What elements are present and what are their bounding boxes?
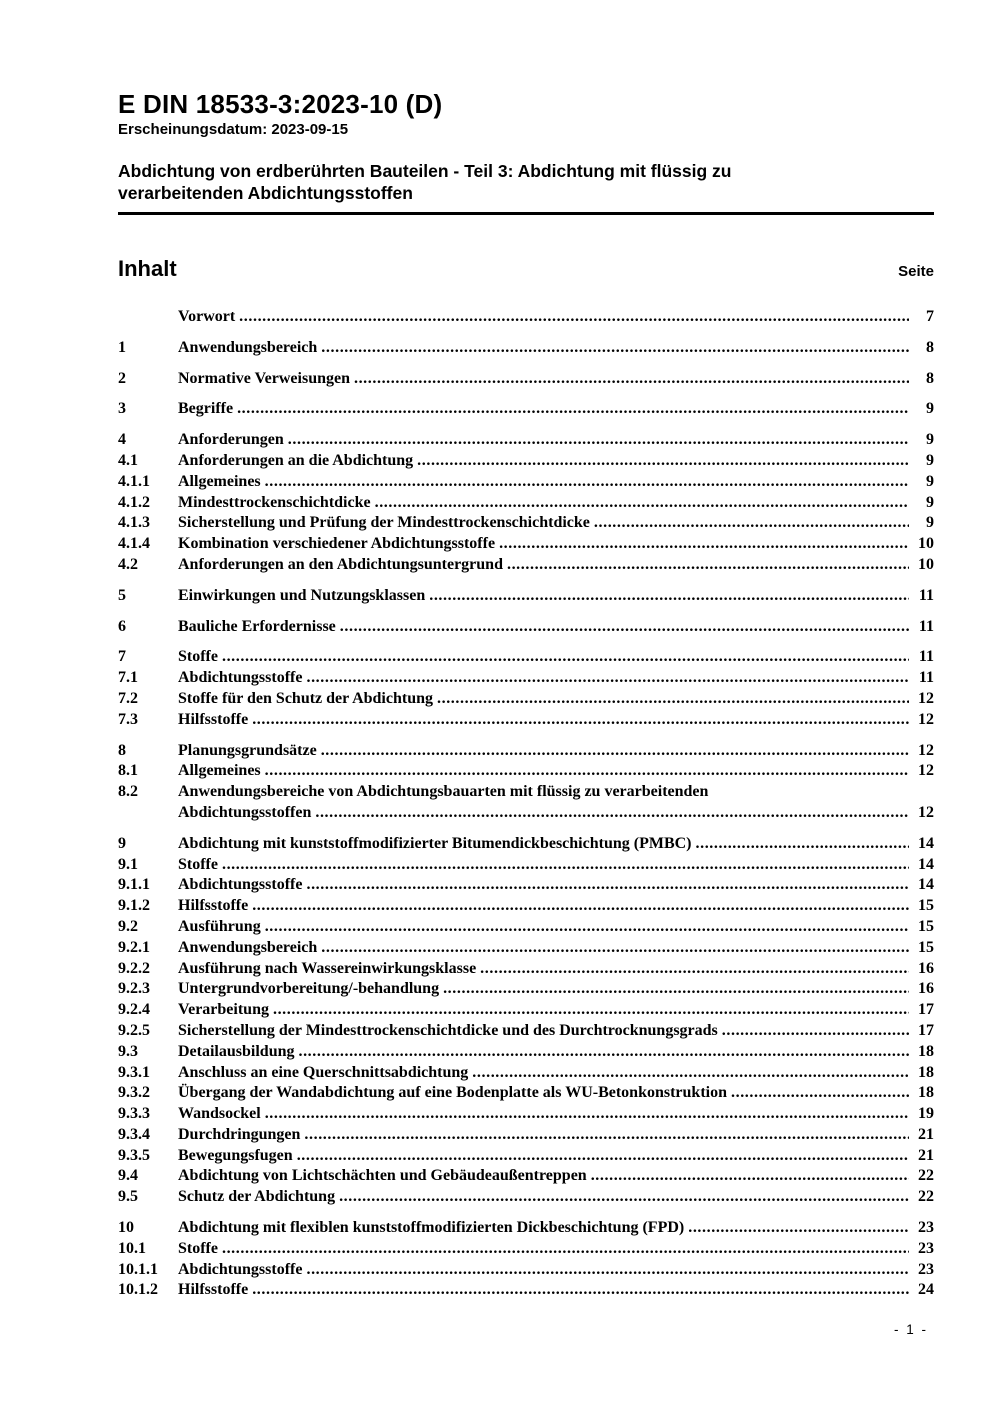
page-number: - 1 - xyxy=(893,1322,928,1337)
dot-leader xyxy=(321,741,909,762)
toc-entry-page: 18 xyxy=(918,1084,934,1102)
dot-leader xyxy=(298,1042,909,1063)
toc-entry xyxy=(118,938,934,959)
toc-entry-title: Ausführung xyxy=(178,917,261,935)
toc-entry xyxy=(118,399,934,420)
toc-entry-title: Anwendungsbereich xyxy=(178,338,318,356)
toc-entry-page: 15 xyxy=(918,897,934,915)
toc-entry-page: 10 xyxy=(918,555,934,573)
toc-entry xyxy=(118,1063,934,1084)
toc-entry xyxy=(118,1104,934,1125)
document-title-block xyxy=(118,160,934,215)
toc-entry-title: Sicherstellung und Prüfung der Mindesttrockenschichtdicke xyxy=(178,514,590,532)
dot-leader xyxy=(499,534,909,555)
toc-entry-page: 21 xyxy=(918,1125,934,1143)
toc-entry xyxy=(118,1021,934,1042)
toc-entry-number: 9.3.5 xyxy=(118,1146,150,1164)
dot-leader xyxy=(340,617,909,638)
toc-entry-title: Bewegungsfugen xyxy=(178,1146,293,1164)
toc-entry-number: 3 xyxy=(118,400,126,418)
dot-leader xyxy=(306,1260,909,1281)
toc-entry-number: 9.3.2 xyxy=(118,1084,150,1102)
toc-entry-page: 22 xyxy=(918,1188,934,1206)
toc-entry-title: Schutz der Abdichtung xyxy=(178,1188,336,1206)
dot-leader xyxy=(594,513,909,534)
toc-entry-page: 19 xyxy=(918,1105,934,1123)
toc-entry xyxy=(118,513,934,534)
toc-entry-page: 16 xyxy=(918,959,934,977)
toc-entry-number: 9.4 xyxy=(118,1167,138,1185)
toc-heading: Inhalt xyxy=(118,256,177,281)
toc-entry-page: 9 xyxy=(926,400,934,418)
table-of-contents xyxy=(118,307,934,1301)
toc-entry-page: 11 xyxy=(918,669,934,687)
dot-leader xyxy=(265,917,909,938)
dot-leader xyxy=(696,834,910,855)
toc-entry-page: 18 xyxy=(918,1063,934,1081)
toc-entry-title: Abdichtungsstoffe xyxy=(178,1260,303,1278)
toc-entry-page: 23 xyxy=(918,1260,934,1278)
toc-entry xyxy=(118,369,934,390)
toc-entry-title: Hilfsstoffe xyxy=(178,1281,249,1299)
toc-entry-number: 4.1.3 xyxy=(118,514,150,532)
toc-entry xyxy=(118,689,934,710)
toc-entry xyxy=(118,1166,934,1187)
toc-entry-page: 7 xyxy=(926,308,934,325)
dot-leader xyxy=(339,1187,909,1208)
toc-entry-title: Einwirkungen und Nutzungsklassen xyxy=(178,586,426,604)
toc-entry xyxy=(118,472,934,493)
toc-entry-page: 11 xyxy=(918,648,934,666)
toc-entry-number: 7.1 xyxy=(118,669,138,687)
toc-entry-number: 4.1.1 xyxy=(118,472,150,490)
toc-entry-number: 9.3.1 xyxy=(118,1063,150,1081)
toc-entry-page: 14 xyxy=(918,834,934,852)
toc-entry-page: 12 xyxy=(918,762,934,780)
toc-entry-title: Untergrundvorbereitung/-behandlung xyxy=(178,980,440,998)
toc-entry-page: 12 xyxy=(918,803,934,821)
dot-leader xyxy=(375,493,909,514)
toc-entry-number: 4.1.4 xyxy=(118,535,150,553)
dot-leader xyxy=(731,1083,909,1104)
toc-entry xyxy=(118,555,934,576)
toc-entry-title: Anforderungen xyxy=(178,431,284,449)
toc-entry-title: Normative Verweisungen xyxy=(178,369,350,387)
toc-entry-title: Verarbeitung xyxy=(178,1001,269,1019)
dot-leader xyxy=(507,555,909,576)
document-code: E DIN 18533-3:2023-10 (D) xyxy=(118,89,443,119)
toc-entry-page: 12 xyxy=(918,710,934,728)
toc-entry-title: Abdichtungsstoffen xyxy=(178,803,312,821)
toc-entry-title: Vorwort xyxy=(178,308,236,325)
toc-entry-page: 11 xyxy=(918,617,934,635)
toc-entry xyxy=(118,875,934,896)
toc-entry xyxy=(118,1125,934,1146)
toc-entry-number: 8 xyxy=(118,741,126,759)
toc-entry-title: Mindesttrockenschichtdicke xyxy=(178,493,371,511)
dot-leader xyxy=(443,979,909,1000)
toc-entry-number: 8.2 xyxy=(118,783,138,801)
toc-entry-number: 9.2.1 xyxy=(118,938,150,956)
toc-entry-number: 7.2 xyxy=(118,689,138,707)
toc-entry-title: Hilfsstoffe xyxy=(178,710,249,728)
toc-entry-page: 12 xyxy=(918,689,934,707)
toc-entry-title: Abdichtung mit flexiblen kunststoffmodifizierten Dickbeschichtung (FPD) xyxy=(178,1219,685,1237)
toc-entry-title: Ausführung nach Wassereinwirkungsklasse xyxy=(178,959,477,977)
dot-leader xyxy=(354,369,909,390)
dot-leader xyxy=(480,959,909,980)
toc-entry-title: Anwendungsbereich xyxy=(178,938,318,956)
toc-entry-number: 9.3 xyxy=(118,1042,138,1060)
dot-leader xyxy=(288,430,909,451)
toc-entry-title: Planungsgrundsätze xyxy=(178,741,317,759)
toc-entry-title: Wandsockel xyxy=(178,1105,261,1123)
toc-entry xyxy=(118,338,934,359)
toc-entry-page: 8 xyxy=(926,369,934,387)
toc-entry xyxy=(118,430,934,451)
page-content xyxy=(118,90,934,1301)
toc-entry-page: 9 xyxy=(926,431,934,449)
toc-entry xyxy=(118,1042,934,1063)
toc-entry-title: Durchdringungen xyxy=(178,1125,301,1143)
toc-entry-number: 9.1.2 xyxy=(118,897,150,915)
dot-leader xyxy=(429,586,909,607)
toc-entry-number: 10.1.1 xyxy=(118,1260,158,1278)
toc-entry xyxy=(118,741,934,762)
dot-leader xyxy=(252,1280,909,1301)
toc-entry-page: 9 xyxy=(926,493,934,511)
toc-entry-page: 21 xyxy=(918,1146,934,1164)
dot-leader xyxy=(306,668,909,689)
toc-entry-number: 9.1.1 xyxy=(118,876,150,894)
toc-entry-page: 14 xyxy=(918,876,934,894)
toc-entry xyxy=(118,1146,934,1167)
toc-entry xyxy=(118,1280,934,1301)
toc-entry-title: Anschluss an eine Querschnittsabdichtung xyxy=(178,1063,469,1081)
toc-entry xyxy=(118,1000,934,1021)
toc-entry-page: 15 xyxy=(918,938,934,956)
dot-leader xyxy=(252,710,909,731)
toc-entry-number: 7 xyxy=(118,648,126,666)
dot-leader xyxy=(237,399,909,420)
toc-entry-number: 6 xyxy=(118,617,126,635)
dot-leader xyxy=(222,1239,909,1260)
toc-entry-page: 14 xyxy=(918,855,934,873)
toc-entry-title: Anforderungen an den Abdichtungsuntergrund xyxy=(178,555,503,573)
toc-entry xyxy=(118,307,934,328)
dot-leader xyxy=(321,338,909,359)
toc-entry-title: Bauliche Erfordernisse xyxy=(178,617,336,635)
toc-entry-number: 8.1 xyxy=(118,762,138,780)
toc-entry xyxy=(118,803,934,824)
toc-entry-title: Übergang der Wandabdichtung auf eine Bodenplatte als WU-Betonkonstruktion xyxy=(178,1084,727,1102)
toc-header-row xyxy=(118,256,934,282)
dot-leader xyxy=(306,875,909,896)
toc-entry-title: Stoffe xyxy=(178,855,218,873)
toc-entry xyxy=(118,782,934,803)
toc-entry-title: Abdichtung mit kunststoffmodifizierter Bitumendickbeschichtung (PMBC) xyxy=(178,834,692,852)
toc-entry-page: 9 xyxy=(926,472,934,490)
toc-entry-number: 9.5 xyxy=(118,1188,138,1206)
toc-entry xyxy=(118,917,934,938)
toc-entry-page: 23 xyxy=(918,1239,934,1257)
toc-entry xyxy=(118,451,934,472)
toc-entry xyxy=(118,761,934,782)
toc-entry-title: Abdichtungsstoffe xyxy=(178,876,303,894)
toc-entry-number: 9.3.4 xyxy=(118,1125,150,1143)
dot-leader xyxy=(239,307,909,328)
toc-entry xyxy=(118,979,934,1000)
toc-entry xyxy=(118,534,934,555)
toc-entry-number: 9.1 xyxy=(118,855,138,873)
toc-entry-number: 9 xyxy=(118,834,126,852)
toc-entry-number: 10.1.2 xyxy=(118,1281,158,1299)
toc-entry-number: 9.2.2 xyxy=(118,959,150,977)
dot-leader xyxy=(688,1218,909,1239)
toc-entry-title: Begriffe xyxy=(178,400,234,418)
toc-entry-number: 9.2.3 xyxy=(118,980,150,998)
toc-entry-page: 17 xyxy=(918,1001,934,1019)
dot-leader xyxy=(315,803,909,824)
dot-leader xyxy=(437,689,909,710)
toc-entry-number: 4.2 xyxy=(118,555,138,573)
dot-leader xyxy=(265,1104,909,1125)
toc-entry-title: Anwendungsbereiche von Abdichtungsbauarten mit flüssig zu verarbeitenden xyxy=(178,783,709,801)
toc-entry-page: 9 xyxy=(926,514,934,532)
toc-entry-number: 4 xyxy=(118,431,126,449)
toc-entry xyxy=(118,1083,934,1104)
toc-entry-number: 5 xyxy=(118,586,126,604)
toc-entry xyxy=(118,959,934,980)
toc-entry-title: Sicherstellung der Mindesttrockenschichtdicke und des Durchtrocknungsgrads xyxy=(178,1021,718,1039)
toc-entry-page: 22 xyxy=(918,1167,934,1185)
toc-entry xyxy=(118,647,934,668)
dot-leader xyxy=(321,938,909,959)
dot-leader xyxy=(265,472,909,493)
toc-entry xyxy=(118,668,934,689)
dot-leader xyxy=(273,1000,909,1021)
toc-entry-page: 16 xyxy=(918,980,934,998)
toc-entry-number: 9.3.3 xyxy=(118,1105,150,1123)
toc-entry xyxy=(118,1187,934,1208)
toc-entry-title: Abdichtung von Lichtschächten und Gebäudeaußentreppen xyxy=(178,1167,587,1185)
dot-leader xyxy=(222,855,909,876)
dot-leader xyxy=(265,761,909,782)
toc-entry-page: 8 xyxy=(926,338,934,356)
toc-entry-number: 9.2 xyxy=(118,917,138,935)
toc-entry-title: Allgemeines xyxy=(178,472,261,490)
dot-leader xyxy=(304,1125,909,1146)
publication-date: Erscheinungsdatum: 2023-09-15 xyxy=(118,121,349,138)
toc-entry-page: 18 xyxy=(918,1042,934,1060)
toc-entry-title: Abdichtungsstoffe xyxy=(178,669,303,687)
toc-entry-number: 1 xyxy=(118,338,126,356)
toc-entry-page: 23 xyxy=(918,1219,934,1237)
toc-entry xyxy=(118,1218,934,1239)
toc-entry-number: 9.2.5 xyxy=(118,1021,150,1039)
toc-entry-number: 10 xyxy=(118,1219,134,1237)
toc-entry-page: 10 xyxy=(918,535,934,553)
toc-entry xyxy=(118,855,934,876)
dot-leader xyxy=(297,1146,909,1167)
toc-entry-page: 12 xyxy=(918,741,934,759)
toc-entry xyxy=(118,1239,934,1260)
toc-entry-title: Stoffe xyxy=(178,1239,218,1257)
toc-entry-title: Detailausbildung xyxy=(178,1042,295,1060)
toc-entry xyxy=(118,586,934,607)
toc-entry-number: 4.1.2 xyxy=(118,493,150,511)
toc-entry xyxy=(118,1260,934,1281)
toc-entry-page: 11 xyxy=(918,586,934,604)
dot-leader xyxy=(252,896,909,917)
page-column-label: Seite xyxy=(898,263,934,280)
toc-entry-title: Allgemeines xyxy=(178,762,261,780)
toc-entry xyxy=(118,710,934,731)
toc-entry-number: 4.1 xyxy=(118,451,138,469)
toc-entry-title: Stoffe xyxy=(178,648,218,666)
toc-entry-number: 2 xyxy=(118,369,126,387)
toc-entry-page: 24 xyxy=(918,1281,934,1299)
toc-entry-page: 9 xyxy=(926,451,934,469)
toc-entry-page: 17 xyxy=(918,1021,934,1039)
toc-entry xyxy=(118,896,934,917)
toc-entry-title: Hilfsstoffe xyxy=(178,897,249,915)
toc-entry xyxy=(118,493,934,514)
dot-leader xyxy=(417,451,909,472)
dot-leader xyxy=(222,647,909,668)
toc-entry-title: Anforderungen an die Abdichtung xyxy=(178,451,414,469)
dot-leader xyxy=(591,1166,909,1187)
toc-entry-number: 10.1 xyxy=(118,1239,146,1257)
toc-entry-title: Kombination verschiedener Abdichtungsstoffe xyxy=(178,535,496,553)
dot-leader xyxy=(472,1063,909,1084)
toc-entry-title: Stoffe für den Schutz der Abdichtung xyxy=(178,689,433,707)
dot-leader xyxy=(722,1021,909,1042)
toc-entry xyxy=(118,834,934,855)
document-title: Abdichtung von erdberührten Bauteilen - Teil 3: Abdichtung mit flüssig zu verarbeitenden Abdichtungsstoffen xyxy=(118,161,732,203)
toc-entry-number: 7.3 xyxy=(118,710,138,728)
toc-entry-page: 15 xyxy=(918,917,934,935)
toc-entry xyxy=(118,617,934,638)
toc-entry-number: 9.2.4 xyxy=(118,1001,150,1019)
